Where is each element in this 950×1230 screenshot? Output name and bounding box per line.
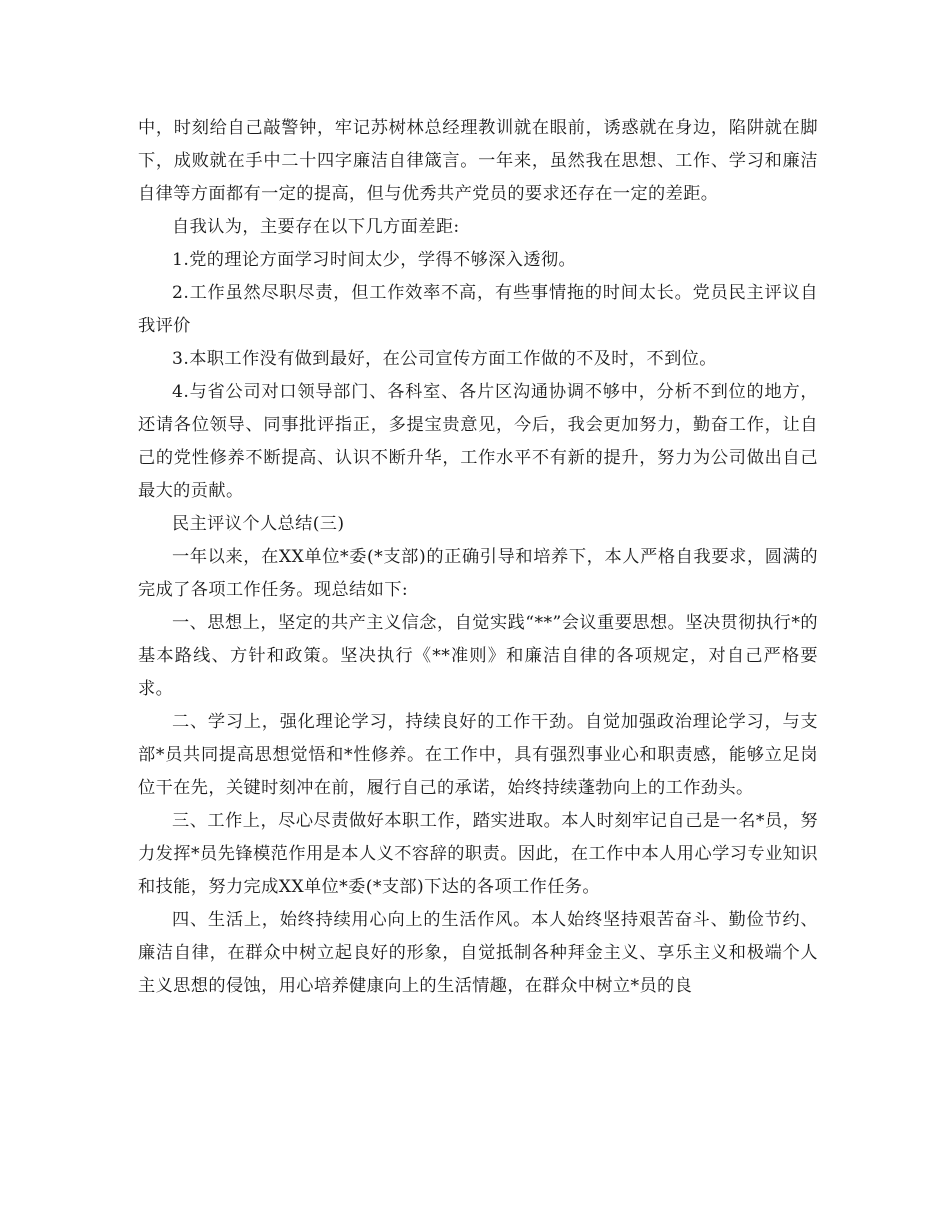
paragraph-1: 中，时刻给自己敲警钟，牢记苏树林总经理教训就在眼前，诱惑就在身边，陷阱就在脚下，成败就在手中二十四字廉洁自律箴言。一年来，虽然我在思想、工作、学习和廉洁自律等方面都有一定的提高，但与优秀共产党员的要求还存在一定的差距。 [138,118,818,204]
paragraph-6: 4.与省公司对口领导部门、各科室、各片区沟通协调不够中，分析不到位的地方，还请各位领导、同事批评指正，多提宝贵意见，今后，我会更加努力，勤奋工作，让自己的党性修养不断提高、认识不断升华，工作水平不有新的提升，努力为公司做出自己最大的贡献。 [138,382,818,501]
paragraph-9: 一、思想上，坚定的共产主义信念，自觉实践“**”会议重要思想。坚决贯彻执行*的基本路线、方针和政策。坚决执行《**准则》和廉洁自律的各项规定，对自己严格要求。 [138,613,818,699]
paragraph-5: 3.本职工作没有做到最好，在公司宣传方面工作做的不及时，不到位。 [172,349,717,369]
document-body [138,112,818,1003]
section-heading: 民主评议个人总结(三) [172,514,345,534]
paragraph-12: 四、生活上，始终持续用心向上的生活作风。本人始终坚持艰苦奋斗、勤俭节约、廉洁自律，在群众中树立起良好的形象，自觉抵制各种拜金主义、享乐主义和极端个人主义思想的侵蚀，用心培养健康向上的生活情趣，在群众中树立*员的良 [138,910,818,996]
paragraph-4: 2.工作虽然尽职尽责，但工作效率不高，有些事情拖的时间太长。党员民主评议自我评价 [138,283,818,336]
paragraph-3: 1.党的理论方面学习时间太少，学得不够深入透彻。 [172,250,577,270]
paragraph-10: 二、学习上，强化理论学习，持续良好的工作干劲。自觉加强政治理论学习，与支部*员共同提高思想觉悟和*性修养。在工作中，具有强烈事业心和职责感，能够立足岗位干在先，关键时刻冲在前，履行自己的承诺，始终持续蓬勃向上的工作劲头。 [138,712,818,798]
paragraph-11: 三、工作上，尽心尽责做好本职工作，踏实进取。本人时刻牢记自己是一名*员，努力发挥*员先锋模范作用是本人义不容辞的职责。因此，在工作中本人用心学习专业知识和技能，努力完成XX单位*委(*支部)下达的各项工作任务。 [138,811,818,897]
paragraph-8: 一年以来，在XX单位*委(*支部)的正确引导和培养下，本人严格自我要求，圆满的完成了各项工作任务。现总结如下: [138,547,818,600]
paragraph-2: 自我认为，主要存在以下几方面差距: [172,217,460,237]
